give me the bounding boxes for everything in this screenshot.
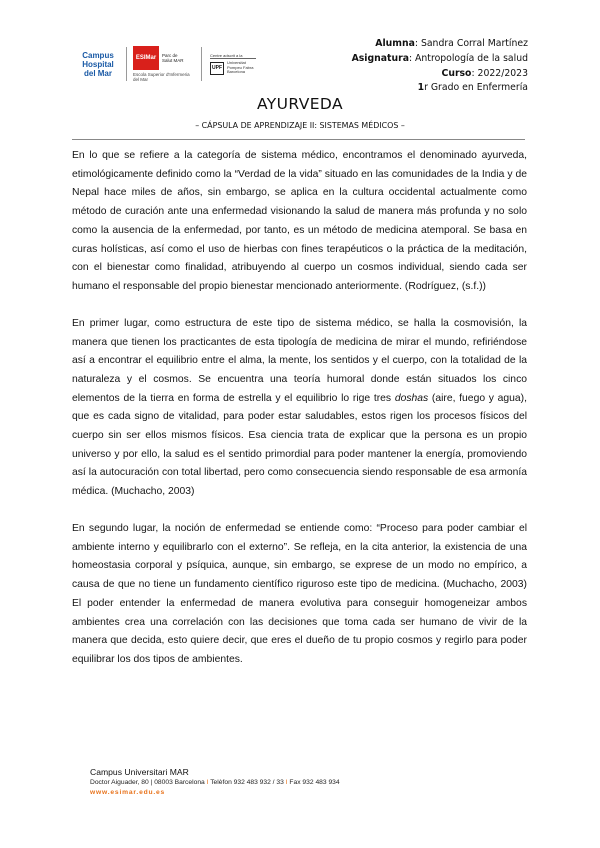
upf-name: Universitat Pompeu Fabra Barcelona: [227, 60, 254, 75]
paragraph-text: (aire, fuego y agua), que es cada signo de vitalidad, para poder estar saludables, estos rigen los procesos físicos del cuerpo sin ser ellos mismos físicos. Esa ciencia trata de explicar que la persona es un propio universo y por ello, la salud es el sentido primordial para poder mantener la energía, promoviendo así la autocuración con total libertad, pero como consecuencia siendo responsable de esa armonía médica. (Muchacho, 2003): [72, 392, 527, 498]
separator: I: [204, 779, 211, 786]
label: 1: [417, 82, 425, 94]
paragraph: En segundo lugar, la noción de enfermedad se entiende como: “Proceso para poder cambiar el ambiente interno y equilibrarlo con el externo”. Se refleja, en la cita anterior, la existencia de una homeostasia corporal y psíquica, aunque, sin embargo, se exprese de un modo no empírico, a causa de que no tiene un fundamento científico riguroso este tipo de medicina. (Muchacho, 2003) El poder entender la enfermedad de manera evolutiva para conseguir homogeneizar ambos ambientes crea una correlación con las decisiones que toma cada ser humano de vivir de la manera que decida, esto quiere decir, que eres el dueño de tu propio cosmos y regirlo para poder equilibrar los dos tipos de ambientes.: [72, 523, 527, 665]
esimar-subtitle: Escola Superior d'Infermeria del Mar: [133, 72, 190, 82]
label: Alumna: [375, 38, 415, 49]
label: Curso: [441, 67, 472, 79]
value: : 2022/2023: [471, 67, 528, 79]
logo-line: Campus: [82, 50, 114, 60]
course-line: [352, 67, 528, 82]
paragraph: En lo que se refiere a la categoría de sistema médico, encontramos el denominado ayurveda, etimológicamente definido como la “Verdad de la vida” situado en las comunidades de la India y de Nepal hace miles de años, sin embargo, se aplica en la cultura occidental actualmente como método de curación ante una enfermedad visionando la salud de manera más profunda y no solo como la ausencia de la enfermedad, por tanto, es un método de medicina atemporal. Se basa en curas holísticas, así como el uso de hierbas con fines terapéuticos o la práctica de la meditación, con el bienestar como finalidad, atribuyendo al cuerpo un cosmos individual, siendo cada ser humano el responsable del propio bienestar mencionado anteriormente. (Rodríguez, (s.f.)): [72, 150, 527, 292]
logo-divider: [201, 47, 202, 81]
contact-line: [90, 779, 340, 786]
student-info: [352, 37, 528, 96]
upf-affiliation: Centre adscrit a la: [210, 53, 256, 59]
label: Asignatura: [351, 52, 409, 64]
document-subtitle: – CÁPSULA DE APRENDIZAJE II: SISTEMAS MÉDICOS –: [195, 121, 405, 130]
value: r Grado en Enfermería: [424, 82, 528, 94]
upf-badge: UPF: [210, 62, 224, 75]
subject-line: [352, 52, 528, 67]
paragraph: [72, 315, 527, 502]
student-name-line: [352, 37, 528, 52]
upf-logo: [210, 53, 259, 75]
value: : Antropología de la salud: [408, 52, 528, 64]
title-rule: [72, 139, 525, 140]
campus-name: Campus Universitari MAR: [90, 767, 189, 777]
document-title: AYURVEDA: [257, 95, 343, 113]
campus-hospital-del-mar-logo: [78, 51, 118, 78]
fax: Fax 932 483 934: [289, 779, 340, 786]
institution-logos: [78, 44, 259, 84]
degree-line: [352, 81, 528, 96]
emphasis-text: doshas: [394, 392, 429, 404]
esimar-logo: [133, 46, 193, 82]
logo-divider: [126, 47, 127, 81]
document-body: [72, 147, 527, 688]
address: Doctor Aiguader, 80 | 08003 Barcelona: [90, 779, 205, 786]
website-link[interactable]: www.esimar.edu.es: [90, 789, 166, 796]
logo-line: del Mar: [83, 68, 112, 78]
paragraph-text: En primer lugar, como estructura de este tipo de sistema médico, se halla la cosmovisión, la manera que tienen los practicantes de esta tipología de medicina de mirar el mundo, refiriéndose así a encontrar el equilibrio entre el alma, la mente, los sentidos y el cuerpo, con la totalidad de la naturaleza y el cosmos. Se encuentra una teoría humoral donde están situados los cinco elementos de la tierra en forma de estrella y el equilibrio lo rige tres: [72, 317, 527, 404]
page-footer: [90, 767, 340, 796]
phone: Telèfon 932 483 932 / 33: [210, 779, 284, 786]
value: : Sandra Corral Martínez: [414, 38, 528, 49]
logo-line: Hospital: [82, 59, 114, 69]
esimar-badge: ESIMar: [133, 46, 159, 70]
separator: I: [283, 779, 290, 786]
esimar-side-text: Parc de Salut MAR: [162, 53, 184, 63]
